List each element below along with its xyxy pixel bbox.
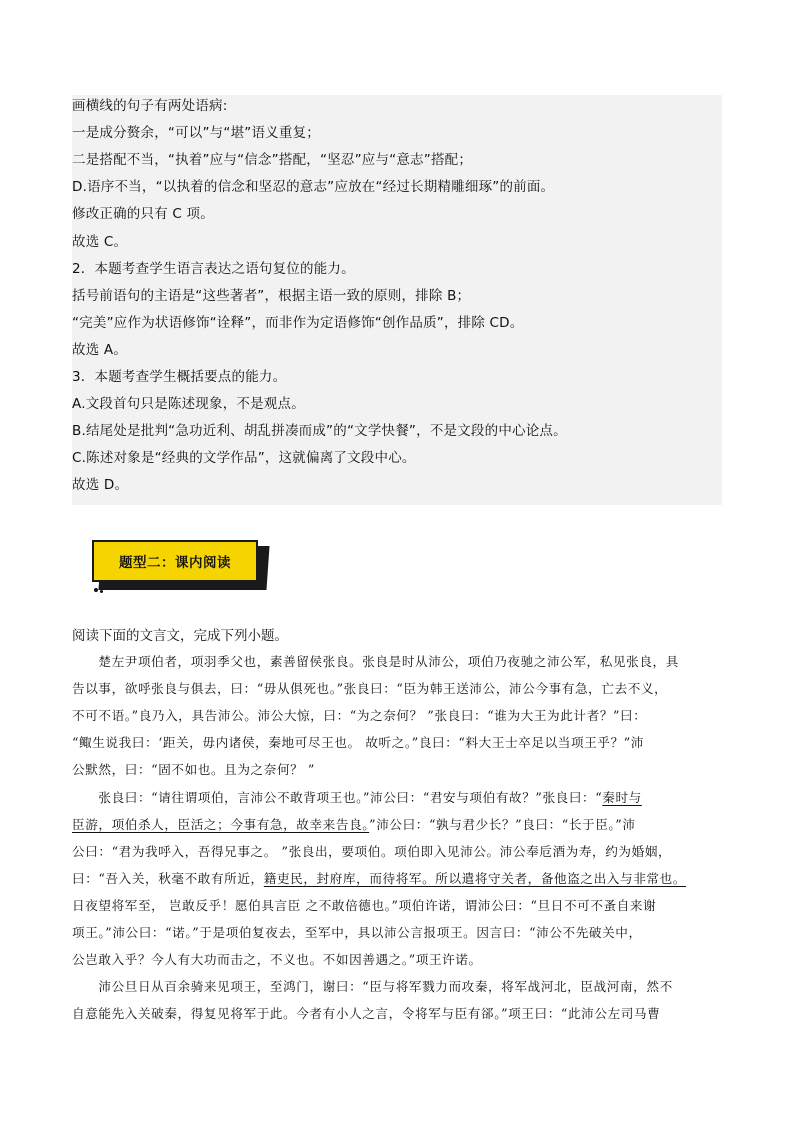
text-line bbox=[72, 816, 722, 834]
answer-line: C.陈述对象是“经典的文学作品”，这就偏离了文段中心。 bbox=[72, 450, 416, 467]
underlined-sentence: 臣游，项伯杀人，臣活之；今事有急，故幸来告良。 bbox=[72, 817, 370, 832]
banner-dot bbox=[94, 588, 98, 592]
answer-line: A.文段首句只是陈述现象，不是观点。 bbox=[72, 396, 305, 413]
section-banner-label: 题型二：课内阅读 bbox=[119, 555, 231, 571]
answer-line: 修改正确的只有 C 项。 bbox=[72, 206, 214, 223]
answer-line: B.结尾处是批判“急功近利、胡乱拼凑而成”的“文学快餐”，不是文段的中心论点。 bbox=[72, 423, 567, 440]
text-segment: 曰：“吾入关，秋毫不敢有所近， bbox=[72, 871, 264, 886]
text-segment: ”沛公曰：“孰与君少长？”良曰：“长于臣。”沛 bbox=[369, 817, 636, 832]
answer-line: 故选 A。 bbox=[72, 341, 128, 358]
text-line: 沛公旦日从百余骑来见项王，至鸿门，谢曰：“臣与将军戮力而攻秦，将军战河北，臣战河南，然不 bbox=[72, 979, 673, 994]
text-line: 不可不语。”良乃入，具告沛公。沛公大惊，曰：“为之奈何？ ”张良曰：“谁为大王为此计者？”曰： bbox=[72, 708, 647, 723]
text-line: 公岂敢入乎？今人有大功而击之，不义也。不如因善遇之。”项王许诺。 bbox=[72, 952, 482, 967]
reading-instruction: 阅读下面的文言文，完成下列小题。 bbox=[72, 628, 288, 644]
text-line: 公曰：“君为我呼入，吾得兄事之。 ”张良出，要项伯。项伯即入见沛公。沛公奉卮酒为寿，约为婚姻， bbox=[72, 844, 672, 859]
answer-line: 3．本题考查学生概括要点的能力。 bbox=[72, 369, 287, 385]
answer-line: 故选 C。 bbox=[72, 233, 128, 250]
text-line: 项王。”沛公曰：“诺。”于是项伯复夜去，至军中，具以沛公言报项王。因言曰：“沛公不先破关中， bbox=[72, 925, 642, 940]
answer-line: 2．本题考查学生语言表达之语句复位的能力。 bbox=[72, 260, 355, 277]
underlined-sentence: 籍吏民，封府库，而待将军。所以遣将守关者，备他盗之出入与非常也。 bbox=[263, 871, 686, 886]
text-line: “鲰生说我曰：‘距关，毋内诸侯，秦地可尽王也。 故听之。”良曰：“料大王士卒足以当项王乎？”沛 bbox=[72, 735, 645, 750]
answer-line: “完美”应作为状语修饰“诠释”，而非作为定语修饰“创作品质”，排除 CD。 bbox=[72, 314, 524, 331]
text-segment: 张良曰：“请往谓项伯，言沛公不敢背项王也。”沛公曰：“君安与项伯有故？”张良曰：“ bbox=[72, 790, 603, 805]
text-line: 日夜望将军至， 岂敢反乎！愿伯具言臣 之不敢倍德也。”项伯许诺，谓沛公曰：“旦日不可不蚤自来谢 bbox=[72, 898, 657, 913]
text-line bbox=[72, 789, 722, 807]
answer-line: D.语序不当，“以执着的信念和坚忍的意志”应放在“经过长期精雕细琢”的前面。 bbox=[72, 179, 555, 196]
text-line bbox=[72, 870, 722, 888]
banner-face bbox=[92, 540, 258, 582]
text-line: 告以事，欲呼张良与俱去，曰：“毋从俱死也。”张良曰：“臣为韩王送沛公，沛公今事有急，亡去不义， bbox=[72, 681, 668, 696]
answer-line: 一是成分赘余，“可以”与“堪”语义重复； bbox=[72, 125, 320, 142]
answer-line: 画横线的句子有两处语病: bbox=[72, 98, 228, 114]
answer-line: 括号前语句的主语是“这些著者”，根据主语一致的原则，排除 B； bbox=[72, 287, 471, 304]
text-line: 自意能先入关破秦，得复见将军于此。今者有小人之言，令将军与臣有郤。”项王曰：“此沛公左司马曹 bbox=[72, 1006, 661, 1021]
text-line: 公默然，曰：“固不如也。且为之奈何？ ” bbox=[72, 762, 315, 777]
banner-dot bbox=[100, 590, 103, 593]
section-banner bbox=[92, 540, 262, 586]
answer-line: 故选 D。 bbox=[72, 477, 129, 494]
answer-line: 二是搭配不当，“执着”应与“信念”搭配，“坚忍”应与“意志”搭配； bbox=[72, 152, 473, 169]
text-line: 楚左尹项伯者，项羽季父也，素善留侯张良。张良是时从沛公，项伯乃夜驰之沛公军，私见张良，具 bbox=[72, 654, 679, 669]
underlined-sentence: 秦时与 bbox=[602, 790, 642, 805]
